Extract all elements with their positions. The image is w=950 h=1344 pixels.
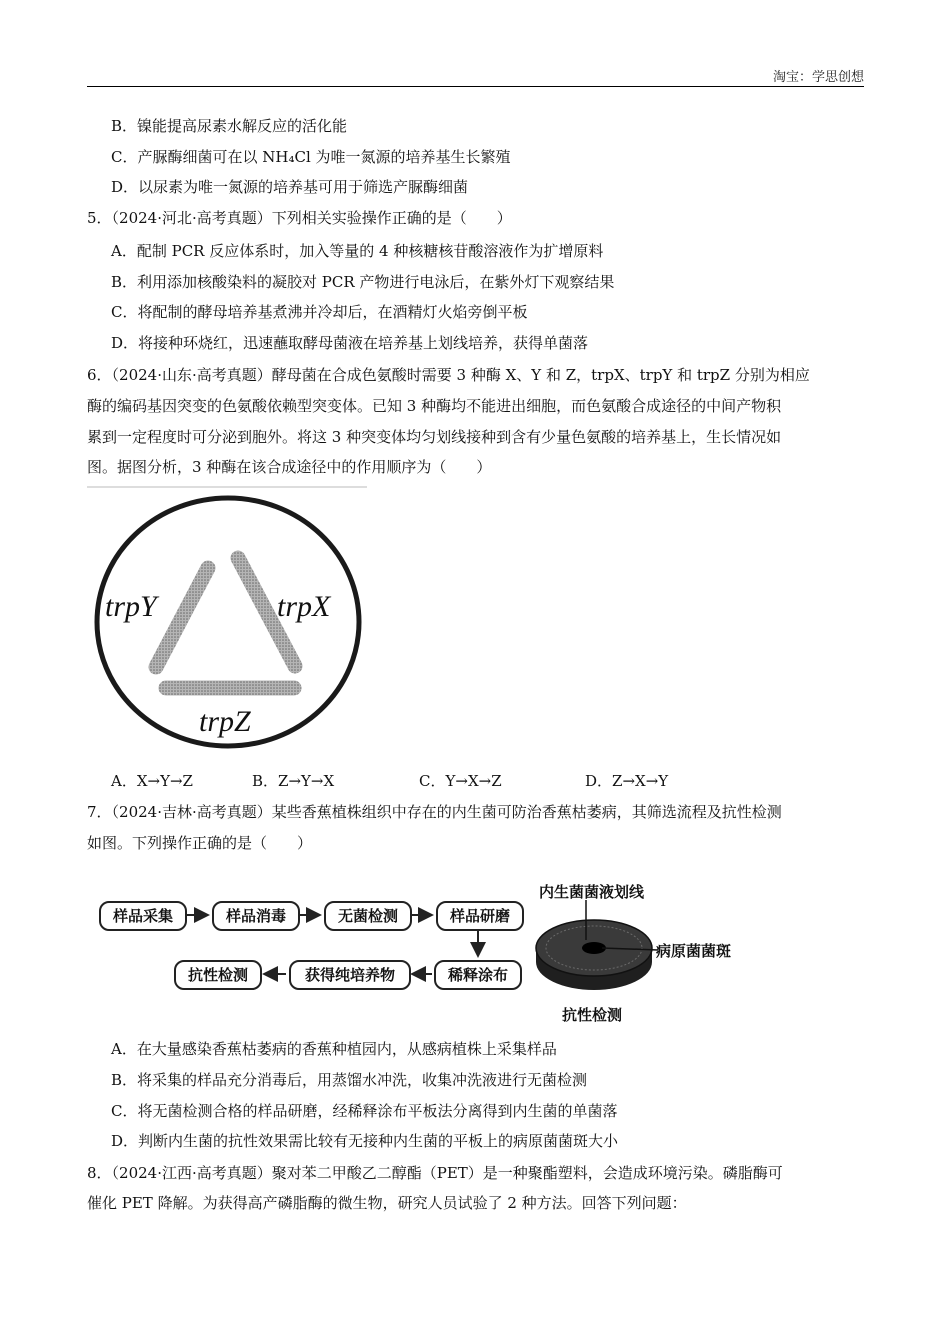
header-rule: [87, 86, 864, 87]
q7-stem-line-2: 如图。下列操作正确的是（ ）: [87, 834, 313, 852]
q7-option-c: C．将无菌检测合格的样品研磨，经稀释涂布平板法分离得到内生菌的单菌落: [111, 1102, 618, 1120]
q5-option-a: A．配制 PCR 反应体系时，加入等量的 4 种核糖核苷酸溶液作为扩增原料: [111, 242, 604, 260]
q7-option-b: B．将采集的样品充分消毒后，用蒸馏水冲洗，收集冲洗液进行无菌检测: [111, 1071, 588, 1089]
flow-step-resistance-test: 抗性检测: [174, 960, 262, 990]
q6-option-a: A．X→Y→Z: [111, 772, 193, 790]
q4-option-b: B．镍能提高尿素水解反应的活化能: [111, 117, 348, 135]
flow-step-pure-culture: 获得纯培养物: [289, 960, 411, 990]
q4-option-c: C．产脲酶细菌可在以 NH₄Cl 为唯一氮源的培养基生长繁殖: [111, 148, 511, 166]
q7-stem-line-1: 7．（2024·吉林·高考真题）某些香蕉植株组织中存在的内生菌可防治香蕉枯萎病，其筛选流程及抗性检测: [87, 803, 782, 821]
q5-stem: 5．（2024·河北·高考真题）下列相关实验操作正确的是（ ）: [87, 209, 512, 227]
flow-step-sample-disinfection: 样品消毒: [212, 901, 300, 931]
flow-arrows: [0, 890, 540, 1000]
q6-option-b: B．Z→Y→X: [252, 772, 335, 790]
plate-caption: 抗性检测: [562, 1006, 623, 1024]
q6-stem-line-4: 图。据图分析，3 种酶在该合成途径中的作用顺序为（ ）: [87, 458, 492, 476]
q8-stem-line-1: 8．（2024·江西·高考真题）聚对苯二甲酸乙二醇酯（PET）是一种聚酯塑料，会造成环境污染。磷脂酶可: [87, 1164, 783, 1182]
flow-step-sample-collection: 样品采集: [99, 901, 187, 931]
q8-stem-line-2: 催化 PET 降解。为获得高产磷脂酶的微生物，研究人员试验了 2 种方法。回答下列问题：: [87, 1194, 687, 1212]
q5-option-b: B．利用添加核酸染料的凝胶对 PCR 产物进行电泳后，在紫外灯下观察结果: [111, 273, 615, 291]
q6-stem-line-3: 累到一定程度时可分泌到胞外。将这 3 种突变体均匀划线接种到含有少量色氨酸的培养基上，生长情况如: [87, 428, 782, 446]
label-trpy: trpY: [105, 590, 157, 623]
q6-stem-line-2: 酶的编码基因突变的色氨酸依赖型突变体。已知 3 种酶均不能进出细胞，而色氨酸合成途径的中间产物积: [87, 397, 782, 415]
resistance-plate-figure: [530, 900, 670, 1000]
q7-option-d: D．判断内生菌的抗性效果需比较有无接种内生菌的平板上的病原菌菌斑大小: [111, 1132, 619, 1150]
q6-option-d: D．Z→X→Y: [585, 772, 669, 790]
plate-label-pathogen-spot: 病原菌菌斑: [656, 942, 732, 960]
q6-plate-figure: [87, 486, 372, 754]
plate-label-streak: 内生菌菌液划线: [539, 883, 645, 901]
flow-step-sample-grinding: 样品研磨: [436, 901, 524, 931]
flow-step-sterility-test: 无菌检测: [324, 901, 412, 931]
q6-option-c: C．Y→X→Z: [419, 772, 502, 790]
q5-option-c: C．将配制的酵母培养基煮沸并冷却后，在酒精灯火焰旁倒平板: [111, 303, 528, 321]
q4-option-d: D．以尿素为唯一氮源的培养基可用于筛选产脲酶细菌: [111, 178, 469, 196]
label-trpx: trpX: [277, 590, 331, 623]
label-trpz: trpZ: [199, 705, 251, 738]
q6-stem-line-1: 6．（2024·山东·高考真题）酵母菌在合成色氨酸时需要 3 种酶 X、Y 和 Z，trpX、trpY 和 trpZ 分别为相应: [87, 366, 810, 384]
page-header: 淘宝：学思创想: [772, 70, 864, 85]
q7-option-a: A．在大量感染香蕉枯萎病的香蕉种植园内，从感病植株上采集样品: [111, 1040, 557, 1058]
q5-option-d: D．将接种环烧红，迅速蘸取酵母菌液在培养基上划线培养，获得单菌落: [111, 334, 589, 352]
flow-step-dilution-spreading: 稀释涂布: [434, 960, 522, 990]
